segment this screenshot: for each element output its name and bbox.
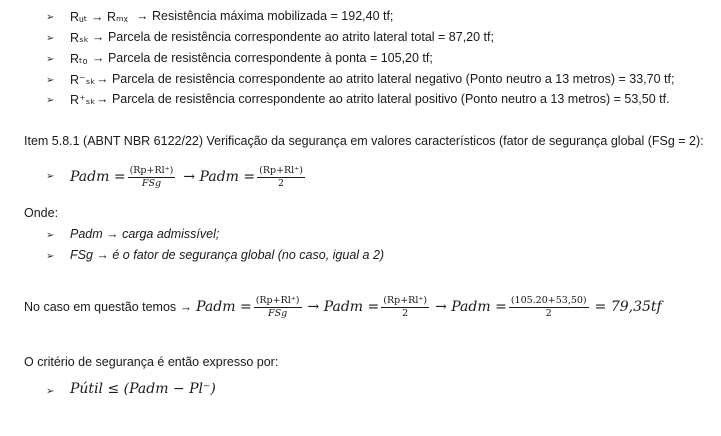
definition-text: → Parcela de resistência correspondente à ponta = 105,20 tf; bbox=[92, 51, 433, 65]
fraction-numerator: (Rp+Rl⁺) bbox=[129, 164, 174, 176]
bullet-arrow-icon: ➢ bbox=[46, 251, 55, 262]
definition-symbol: R⁺ₛₖ bbox=[70, 93, 96, 107]
bullet-arrow-icon: ➢ bbox=[46, 230, 55, 241]
formula-1-arrow: → Padm = bbox=[183, 169, 256, 185]
definition-symbol: Rᵤₜ → Rₘₓ bbox=[70, 10, 128, 24]
onde-item: FSg → é o fator de segurança global (no caso, igual a 2) bbox=[70, 248, 385, 262]
formula-2-part: Padm = bbox=[196, 299, 252, 315]
bullet-arrow-icon: ➢ bbox=[46, 75, 55, 86]
onde-label: Onde: bbox=[24, 206, 59, 220]
fraction-denominator: 2 bbox=[278, 177, 285, 189]
fraction-numerator: (Rp+Rl⁺) bbox=[259, 164, 303, 176]
bullet-arrow-icon: ➢ bbox=[46, 12, 55, 23]
formula-2-result: = 79,35tf bbox=[594, 299, 662, 315]
fraction-numerator: (Rp+Rl⁺) bbox=[255, 294, 300, 306]
formula-2-part: → Padm = bbox=[435, 299, 507, 315]
formula-1-lhs: Padm = bbox=[70, 169, 126, 185]
criterion-text: O critério de segurança é então expresso por: bbox=[24, 355, 279, 369]
definition-text: → Resistência máxima mobilizada = 192,40 tf; bbox=[136, 9, 394, 23]
fraction bbox=[257, 165, 305, 190]
formula-1-expression bbox=[70, 160, 307, 194]
definition-text: → Parcela de resistência correspondente ao atrito lateral total = 87,20 tf; bbox=[92, 30, 494, 44]
fraction bbox=[128, 165, 176, 190]
bullet-arrow-icon: ➢ bbox=[46, 54, 55, 65]
definition-symbol: Rₛₖ bbox=[70, 31, 90, 45]
fraction bbox=[254, 295, 302, 320]
onde-item: Padm → carga admissível; bbox=[70, 227, 220, 241]
fraction-denominator: FSg bbox=[141, 177, 162, 189]
fraction bbox=[509, 295, 589, 320]
fraction-denominator: FSg bbox=[268, 307, 288, 319]
definition-symbol: R⁻ₛₖ bbox=[70, 73, 96, 87]
item-heading: Item 5.8.1 (ABNT NBR 6122/22) Verificação da segurança em valores característicos (fator de segurança global (FSg = 2): bbox=[24, 134, 704, 148]
bullet-arrow-icon: ➢ bbox=[46, 95, 55, 106]
fraction-denominator: 2 bbox=[402, 307, 409, 319]
fraction-denominator: 2 bbox=[545, 307, 552, 319]
case-text: No caso em questão temos → bbox=[24, 300, 193, 314]
definition-text: → Parcela de resistência correspondente ao atrito lateral positivo (Ponto neutro a 13 metros) = 53,50 tf. bbox=[96, 92, 670, 106]
formula-2-part: → Padm = bbox=[307, 299, 380, 315]
definition-text: → Parcela de resistência correspondente ao atrito lateral negativo (Ponto neutro a 13 metros) = 33,70 tf; bbox=[96, 72, 675, 86]
bullet-arrow-icon: ➢ bbox=[46, 386, 55, 397]
definition-symbol: Rₜₒ bbox=[70, 52, 88, 66]
bullet-arrow-icon: ➢ bbox=[46, 33, 55, 44]
formula-3: Pútil ≤ (Padm − Pl⁻) bbox=[70, 381, 216, 397]
fraction-numerator: (Rp+Rl⁺) bbox=[383, 294, 428, 306]
fraction-numerator: (105.20+53,50) bbox=[510, 294, 587, 306]
formula-2 bbox=[24, 290, 662, 324]
fraction bbox=[381, 295, 429, 320]
bullet-arrow-icon: ➢ bbox=[46, 171, 55, 182]
